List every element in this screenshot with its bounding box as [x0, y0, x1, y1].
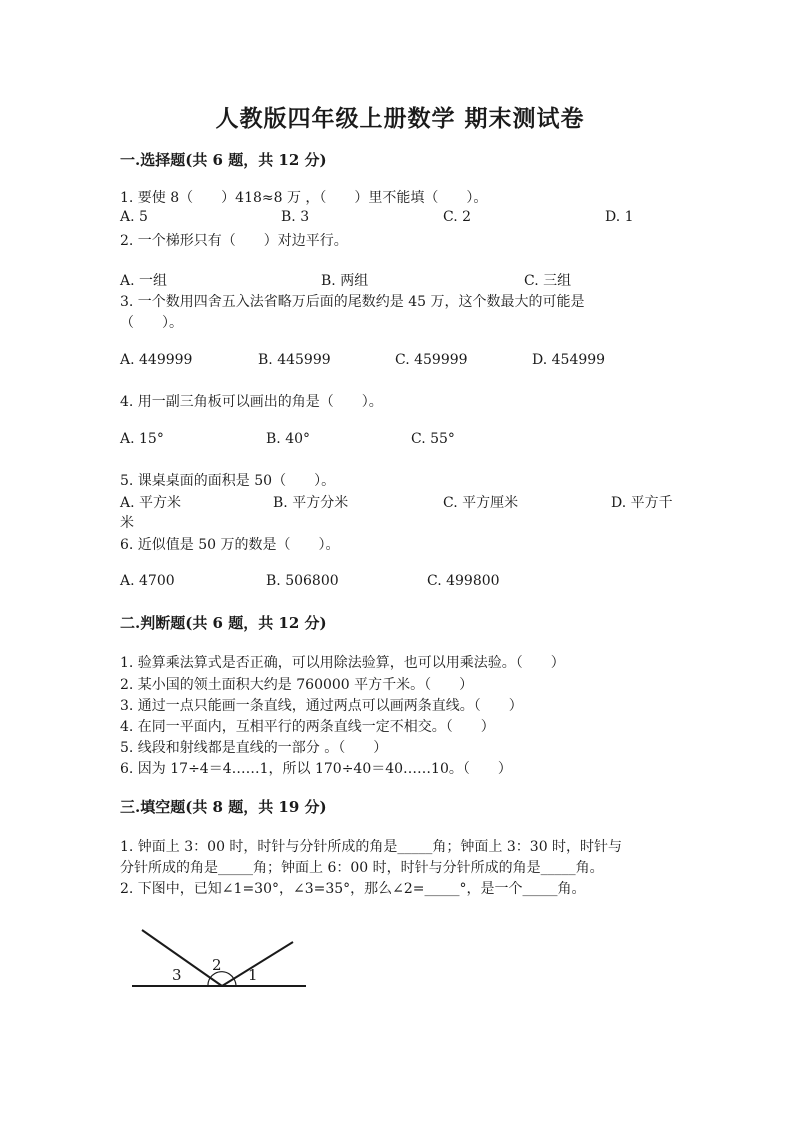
option-b: B. 3	[281, 209, 310, 225]
question-text: 2. 一个梯形只有（ ）对边平行。	[120, 233, 348, 249]
fill-question-text: 1. 钟面上 3：00 时，时针与分针所成的角是_____角；钟面上 3：30 时，时针与	[120, 839, 623, 855]
option-c: C. 平方厘米	[443, 495, 519, 511]
option-c: C. 2	[443, 209, 472, 225]
angle-label-2: 2	[212, 956, 222, 974]
section-heading-choice: 一.选择题(共 6 题，共 12 分)	[120, 151, 327, 169]
angle-arc-3	[208, 978, 210, 986]
judgement-item: 4. 在同一平面内，互相平行的两条直线一定不相交。（ ）	[120, 719, 495, 735]
question-text: 5. 课桌桌面的面积是 50（ ）。	[120, 473, 336, 489]
option-c: C. 459999	[395, 352, 468, 368]
question-text: 1. 要使 8（ ）418≈8 万 ，（ ）里不能填（ ）。	[120, 190, 488, 206]
fill-question-text: 2. 下图中，已知∠1=30°，∠3=35°，那么∠2=_____°，是一个_____角。	[120, 881, 586, 897]
option-c: C. 三组	[524, 273, 572, 289]
judgement-item: 5. 线段和射线都是直线的一部分 。（ ）	[120, 740, 388, 756]
question-text: 4. 用一副三角板可以画出的角是（ ）。	[120, 394, 383, 410]
option-c: C. 499800	[427, 573, 500, 589]
section-heading-fill-blank: 三.填空题(共 8 题，共 19 分)	[120, 798, 327, 816]
question-text-continued: （ ）。	[120, 315, 183, 331]
question-text: 3. 一个数用四舍五入法省略万后面的尾数约是 45 万，这个数最大的可能是	[120, 294, 585, 310]
angle-label-3: 3	[172, 966, 182, 984]
option-a: A. 一组	[120, 273, 168, 289]
option-a: A. 15°	[120, 431, 164, 447]
angle-figure	[128, 920, 313, 1002]
judgement-item: 3. 通过一点只能画一条直线，通过两点可以画两条直线。（ ）	[120, 698, 523, 714]
option-d: D. 平方千	[611, 495, 673, 511]
option-b: B. 506800	[266, 573, 339, 589]
option-d: D. 1	[605, 209, 634, 225]
question-text: 6. 近似值是 50 万的数是（ ）。	[120, 537, 340, 553]
option-b: B. 445999	[258, 352, 331, 368]
judgement-item: 1. 验算乘法算式是否正确，可以用除法验算，也可以用乘法验。（ ）	[120, 655, 565, 671]
option-b: B. 平方分米	[273, 495, 349, 511]
option-c: C. 55°	[411, 431, 455, 447]
option-d-wrap: 米	[120, 515, 134, 531]
fill-question-text-continued: 分针所成的角是_____角；钟面上 6：00 时，时针与分针所成的角是_____角。	[120, 860, 604, 876]
judgement-item: 2. 某小国的领土面积大约是 760000 平方千米。（ ）	[120, 677, 474, 693]
page-title: 人教版四年级上册数学 期末测试卷	[215, 105, 585, 132]
option-a: A. 4700	[120, 573, 175, 589]
angle-label-1: 1	[248, 966, 258, 984]
section-heading-judgement: 二.判断题(共 6 题，共 12 分)	[120, 614, 327, 632]
option-a: A. 平方米	[120, 495, 182, 511]
option-a: A. 449999	[120, 352, 193, 368]
option-d: D. 454999	[532, 352, 606, 368]
angle-arc-1	[234, 979, 236, 986]
option-a: A. 5	[120, 209, 148, 225]
option-b: B. 40°	[266, 431, 311, 447]
judgement-item: 6. 因为 17÷4＝4……1，所以 170÷40＝40……10。（ ）	[120, 761, 512, 777]
option-b: B. 两组	[321, 273, 369, 289]
